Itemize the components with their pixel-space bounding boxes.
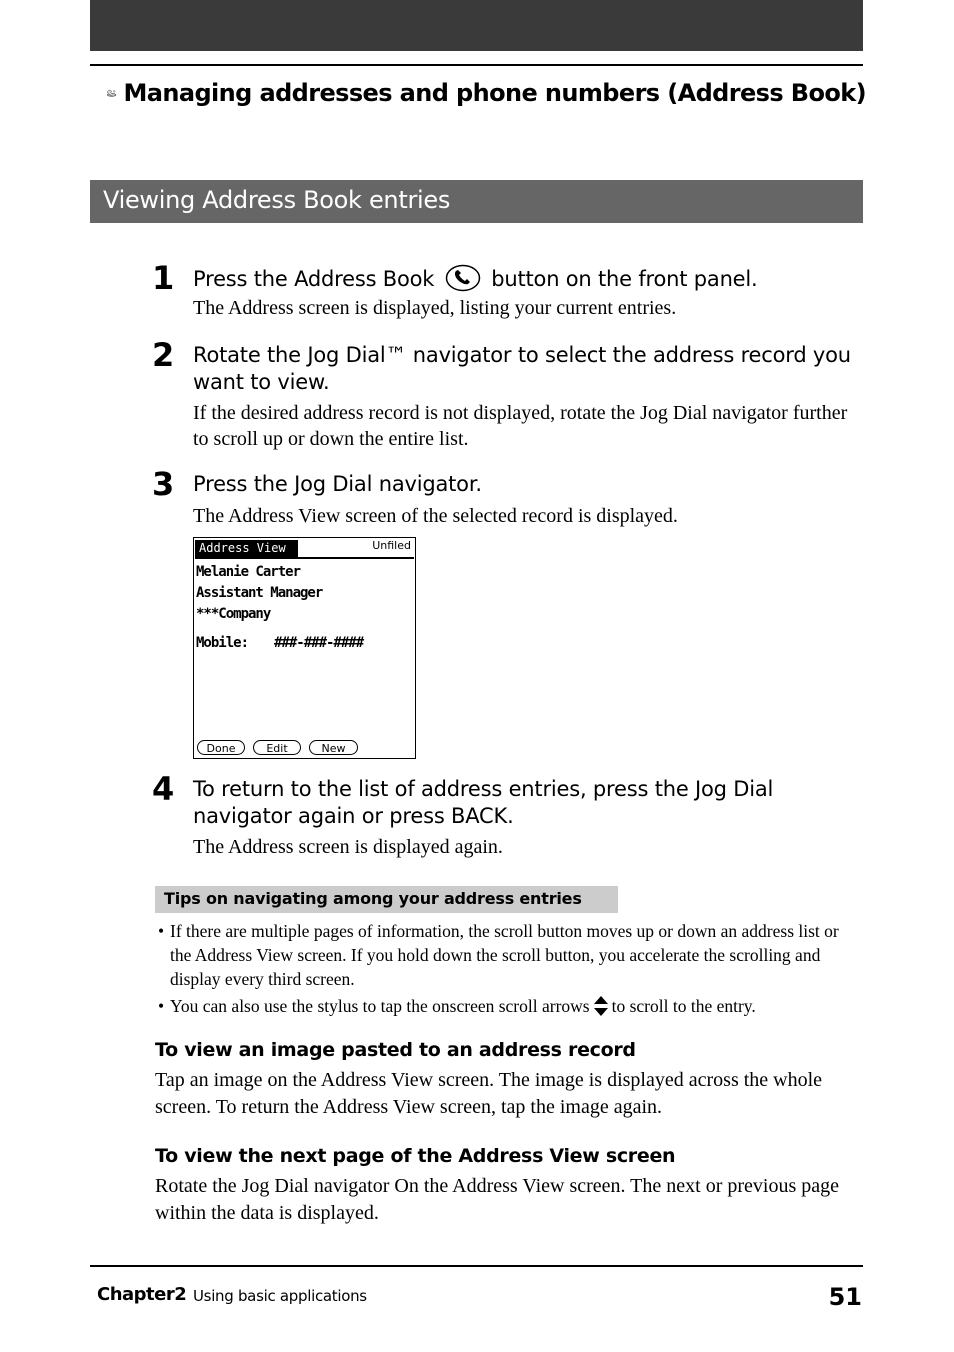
tips-heading (155, 886, 618, 913)
contact-title: Assistant Manager (196, 585, 323, 601)
bullet: • (158, 921, 165, 941)
step-number: 4 (152, 770, 175, 808)
step-heading-text: button on the front panel. (491, 267, 758, 291)
step-number: 1 (152, 259, 175, 297)
step-heading: Press the Jog Dial navigator. (193, 472, 482, 496)
contact-name: Melanie Carter (196, 564, 301, 580)
tip-text-part: You can also use the stylus to tap the onscreen scroll arrows (170, 996, 590, 1016)
chapter-title (106, 75, 866, 111)
step-heading (193, 264, 853, 293)
category-selector[interactable]: Unfiled (372, 539, 411, 552)
section-heading (90, 180, 863, 223)
screen-title: Address View (195, 540, 298, 557)
page-number: 51 (828, 1283, 862, 1311)
step-body: The Address screen is displayed, listing your current entries. (193, 297, 677, 319)
footer-chapter: Chapter2 (97, 1284, 187, 1305)
footer-chapter-subtitle: Using basic applications (193, 1287, 367, 1305)
subsection-heading: To view the next page of the Address View screen (155, 1145, 676, 1167)
step-heading-text: Press the Address Book (193, 267, 435, 291)
mobile-value: ###-###-#### (274, 635, 364, 651)
footer-rule (90, 1265, 863, 1267)
address-view-screenshot (193, 537, 416, 759)
section-title: Viewing Address Book entries (103, 186, 451, 214)
tip-text: If there are multiple pages of information, the scroll button moves up or down an address list or the Address View screen. If you hold down the scroll button, you accelerate the scrolling and display every third screen. (170, 921, 839, 989)
chapter-title-text: Managing addresses and phone numbers (Address Book) (123, 79, 866, 107)
subsection-body: Rotate the Jog Dial navigator On the Address View screen. The next or previous page within the data is displayed. (155, 1175, 839, 1224)
step-body: If the desired address record is not displayed, rotate the Jog Dial navigator further to scroll up or down the entire list. (193, 402, 848, 450)
mobile-label: Mobile: (196, 635, 249, 651)
header-rule (90, 64, 863, 66)
tip-item (158, 919, 848, 991)
edit-button[interactable]: Edit (253, 740, 301, 755)
step-body: The Address screen is displayed again. (193, 836, 503, 858)
step-heading: To return to the list of address entries, press the Jog Dial navigator again or press BACK. (193, 777, 774, 828)
tips-title: Tips on navigating among your address entries (164, 889, 582, 908)
bullet: • (158, 996, 165, 1016)
step-body: The Address View screen of the selected record is displayed. (193, 505, 678, 527)
address-book-phone-icon (106, 78, 117, 108)
step-number: 3 (152, 465, 175, 503)
tip-text (170, 994, 848, 1018)
address-book-button-icon (445, 264, 481, 292)
contact-company: ***Company (196, 606, 271, 622)
new-button[interactable]: New (309, 740, 358, 755)
header-bar (90, 0, 863, 51)
subsection-heading: To view an image pasted to an address record (155, 1039, 636, 1061)
done-button[interactable]: Done (197, 740, 245, 755)
tip-item (158, 994, 848, 1018)
subsection-body: Tap an image on the Address View screen. The image is displayed across the whole screen. To return the Address View screen, tap the image again. (155, 1069, 823, 1118)
tip-text-part: to scroll to the entry. (611, 996, 756, 1016)
scroll-arrows-icon (592, 994, 610, 1018)
step-heading: Rotate the Jog Dial™ navigator to select the address record you want to view. (193, 343, 851, 394)
title-underline (195, 557, 414, 559)
step-number: 2 (152, 336, 175, 374)
